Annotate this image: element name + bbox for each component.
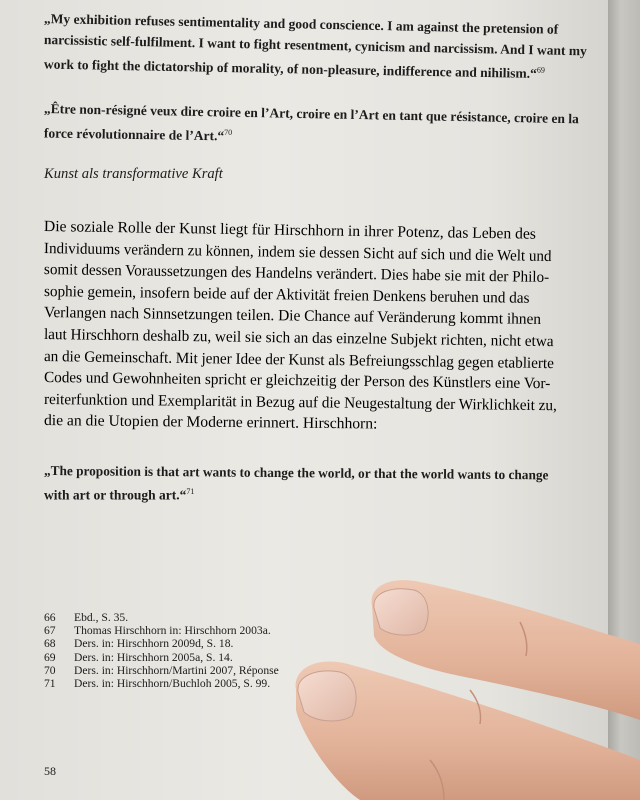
body-line: die an die Utopien der Moderne erinnert. Hirschhorn: bbox=[43, 412, 378, 433]
footnote-ref: 71 bbox=[186, 487, 195, 496]
footnote-item bbox=[44, 651, 279, 664]
footnote-text: Ders. in: Hirschhorn 2005a, S. 14. bbox=[74, 650, 233, 664]
footnote-number: 70 bbox=[44, 663, 56, 677]
footnote-item bbox=[44, 664, 279, 677]
footnotes bbox=[44, 611, 279, 690]
body-paragraph bbox=[44, 216, 604, 432]
quote-line-text: „My exhibition refuses sentimentality and good conscience. I am against the pretension of bbox=[43, 11, 559, 37]
body-line: Die soziale Rolle der Kunst liegt für Hirschhorn in ihrer Potenz, das Leben des bbox=[43, 218, 537, 243]
quote-line-text: work to fight the dictatorship of morality, of non-pleasure, indifference and nihilism.“ bbox=[43, 56, 538, 81]
footnote-number: 66 bbox=[44, 611, 56, 624]
footnote-item bbox=[44, 611, 279, 624]
quote-english-2 bbox=[44, 460, 604, 506]
body-line: Codes und Gewohnheiten spricht er gleichzeitig der Person des Künstlers eine Vor- bbox=[43, 369, 551, 393]
body-line: somit dessen Voraussetzungen des Handelns verändert. Dies habe sie mit der Philo- bbox=[43, 261, 550, 287]
footnote-text: Ders. in: Hirschhorn/Buchloh 2005, S. 99. bbox=[74, 677, 271, 691]
footnote-item bbox=[44, 677, 279, 690]
footnote-text: Thomas Hirschhorn in: Hirschhorn 2003a. bbox=[74, 624, 271, 638]
body-line: reiterfunktion und Exemplarität in Bezug auf die Neugestaltung der Wirklichkeit zu, bbox=[43, 390, 557, 415]
footnote-ref: 70 bbox=[224, 127, 233, 137]
quote-french bbox=[44, 98, 604, 144]
quote-english-1 bbox=[43, 8, 604, 81]
page-number: 58 bbox=[44, 764, 56, 778]
body-line: an die Gemeinschaft. Mit jener Idee der Kunst als Befreiungsschlag gegen etablierte bbox=[43, 347, 554, 372]
footnote-text: Ders. in: Hirschhorn/Martini 2007, Réponse bbox=[74, 663, 279, 677]
quote-line-text: force révolutionnaire de l’Art.“ bbox=[43, 125, 225, 144]
page-edge bbox=[608, 0, 640, 800]
footnote-number: 69 bbox=[44, 650, 56, 664]
body-line: Verlangen nach Sinnsetzungen teilen. Die Chance auf Veränderung kommt ihnen bbox=[43, 304, 542, 329]
section-heading: Kunst als transformative Kraft bbox=[44, 166, 223, 182]
footnote-number: 67 bbox=[44, 624, 56, 638]
body-line: Individuums verändern zu können, indem sie dessen Sicht auf sich und die Welt und bbox=[43, 239, 552, 265]
body-line: laut Hirschhorn deshalb zu, weil sie sich an das einzelne Subjekt richten, nicht etwa bbox=[43, 325, 554, 351]
footnote-number: 68 bbox=[44, 637, 56, 651]
quote-line-text: with art or through art.“ bbox=[44, 487, 187, 503]
footnote-number: 71 bbox=[44, 677, 56, 691]
footnote-ref: 69 bbox=[536, 65, 546, 75]
quote-line-text: „Être non-résigné veux dire croire en l’Art, croire en l’Art en tant que résistance, croire en la bbox=[43, 101, 579, 127]
quote-line-text: narcissistic self-fulfilment. I want to fight resentment, cynicism and narcissism. And I want my bbox=[43, 32, 588, 59]
quote-line-text: „The proposition is that art wants to change the world, or that the world wants to change bbox=[43, 463, 549, 483]
footnote-item bbox=[44, 624, 279, 637]
footnote-text: Ders. in: Hirschhorn 2009d, S. 18. bbox=[74, 637, 234, 651]
footnote-item bbox=[44, 637, 279, 650]
body-line: sophie gemein, insofern beide auf der Aktivität freien Denkens beruhen und das bbox=[43, 282, 530, 307]
footnote-text: Ebd., S. 35. bbox=[74, 611, 129, 624]
